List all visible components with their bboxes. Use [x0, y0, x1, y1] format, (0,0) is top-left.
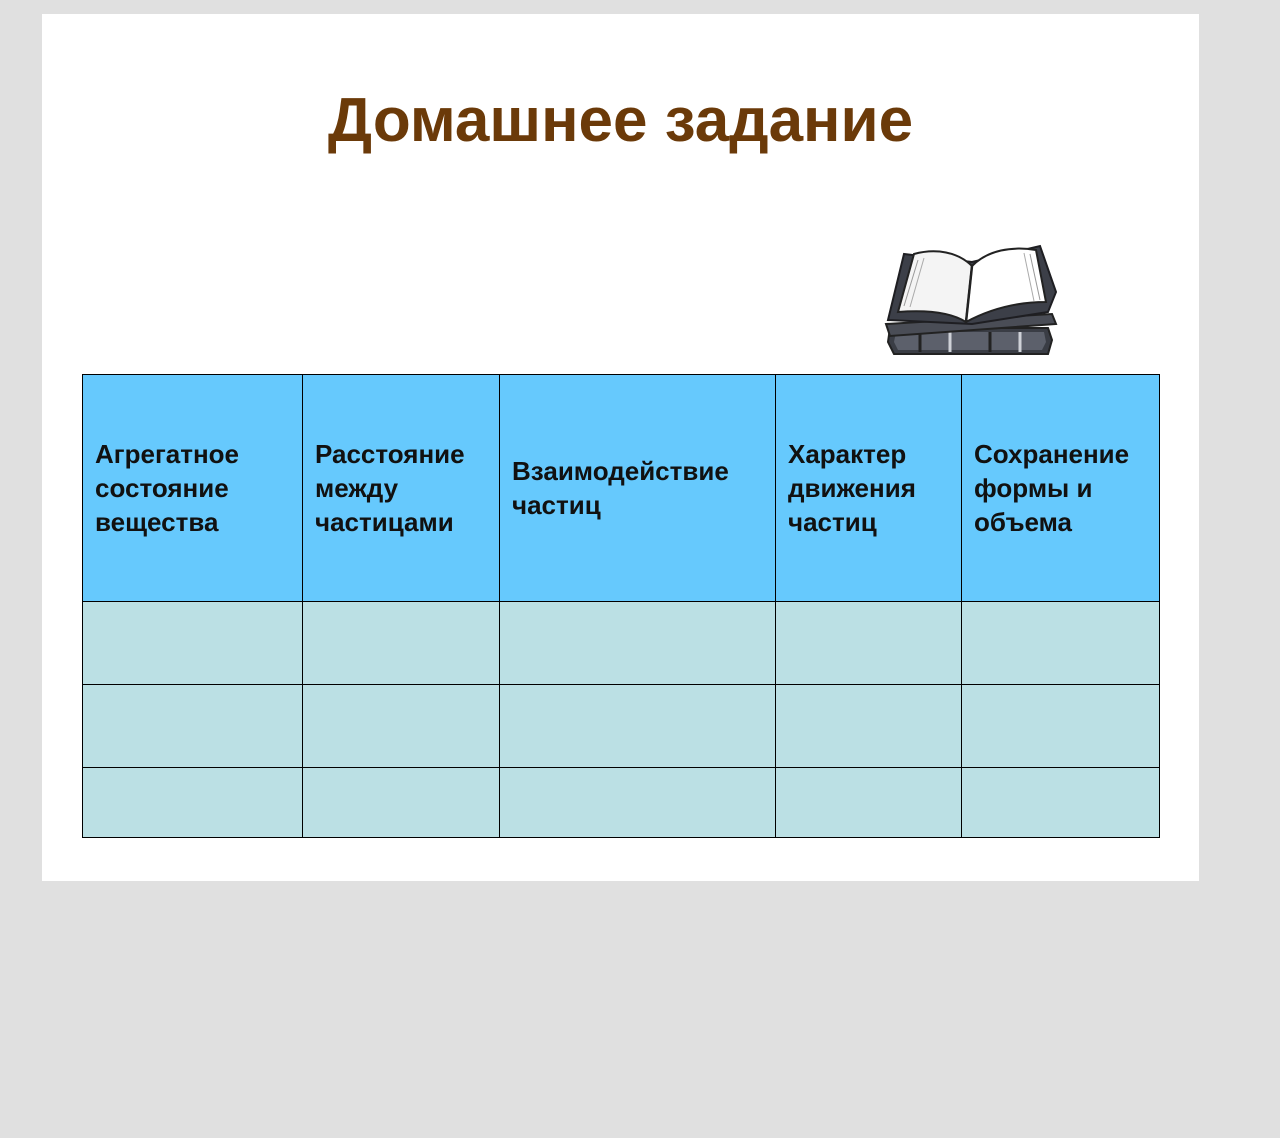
table-cell [500, 685, 776, 768]
slide [42, 14, 1199, 881]
table-row [83, 602, 1160, 685]
table-header-row [83, 375, 1160, 602]
table-row [83, 768, 1160, 838]
table-cell [962, 685, 1160, 768]
table-cell [303, 768, 500, 838]
table-cell [83, 685, 303, 768]
header-cell-state: Агрегатное состояние вещества [83, 375, 303, 602]
header-cell-interaction: Взаимодействие частиц [500, 375, 776, 602]
table-cell [500, 768, 776, 838]
table-cell [776, 602, 962, 685]
table-cell [776, 685, 962, 768]
slide-title: Домашнее задание [327, 86, 914, 155]
table-cell [776, 768, 962, 838]
header-cell-shape-volume: Сохранение формы и объема [962, 375, 1160, 602]
header-cell-distance: Расстояние между частицами [303, 375, 500, 602]
table-cell [303, 685, 500, 768]
table-cell [83, 602, 303, 685]
table-cell [962, 602, 1160, 685]
table-cell [303, 602, 500, 685]
homework-table [82, 374, 1160, 838]
table-cell [500, 602, 776, 685]
table-cell [83, 768, 303, 838]
table-cell [962, 768, 1160, 838]
table-row [83, 685, 1160, 768]
books-icon [880, 232, 1062, 358]
header-cell-motion: Характер движения частиц [776, 375, 962, 602]
